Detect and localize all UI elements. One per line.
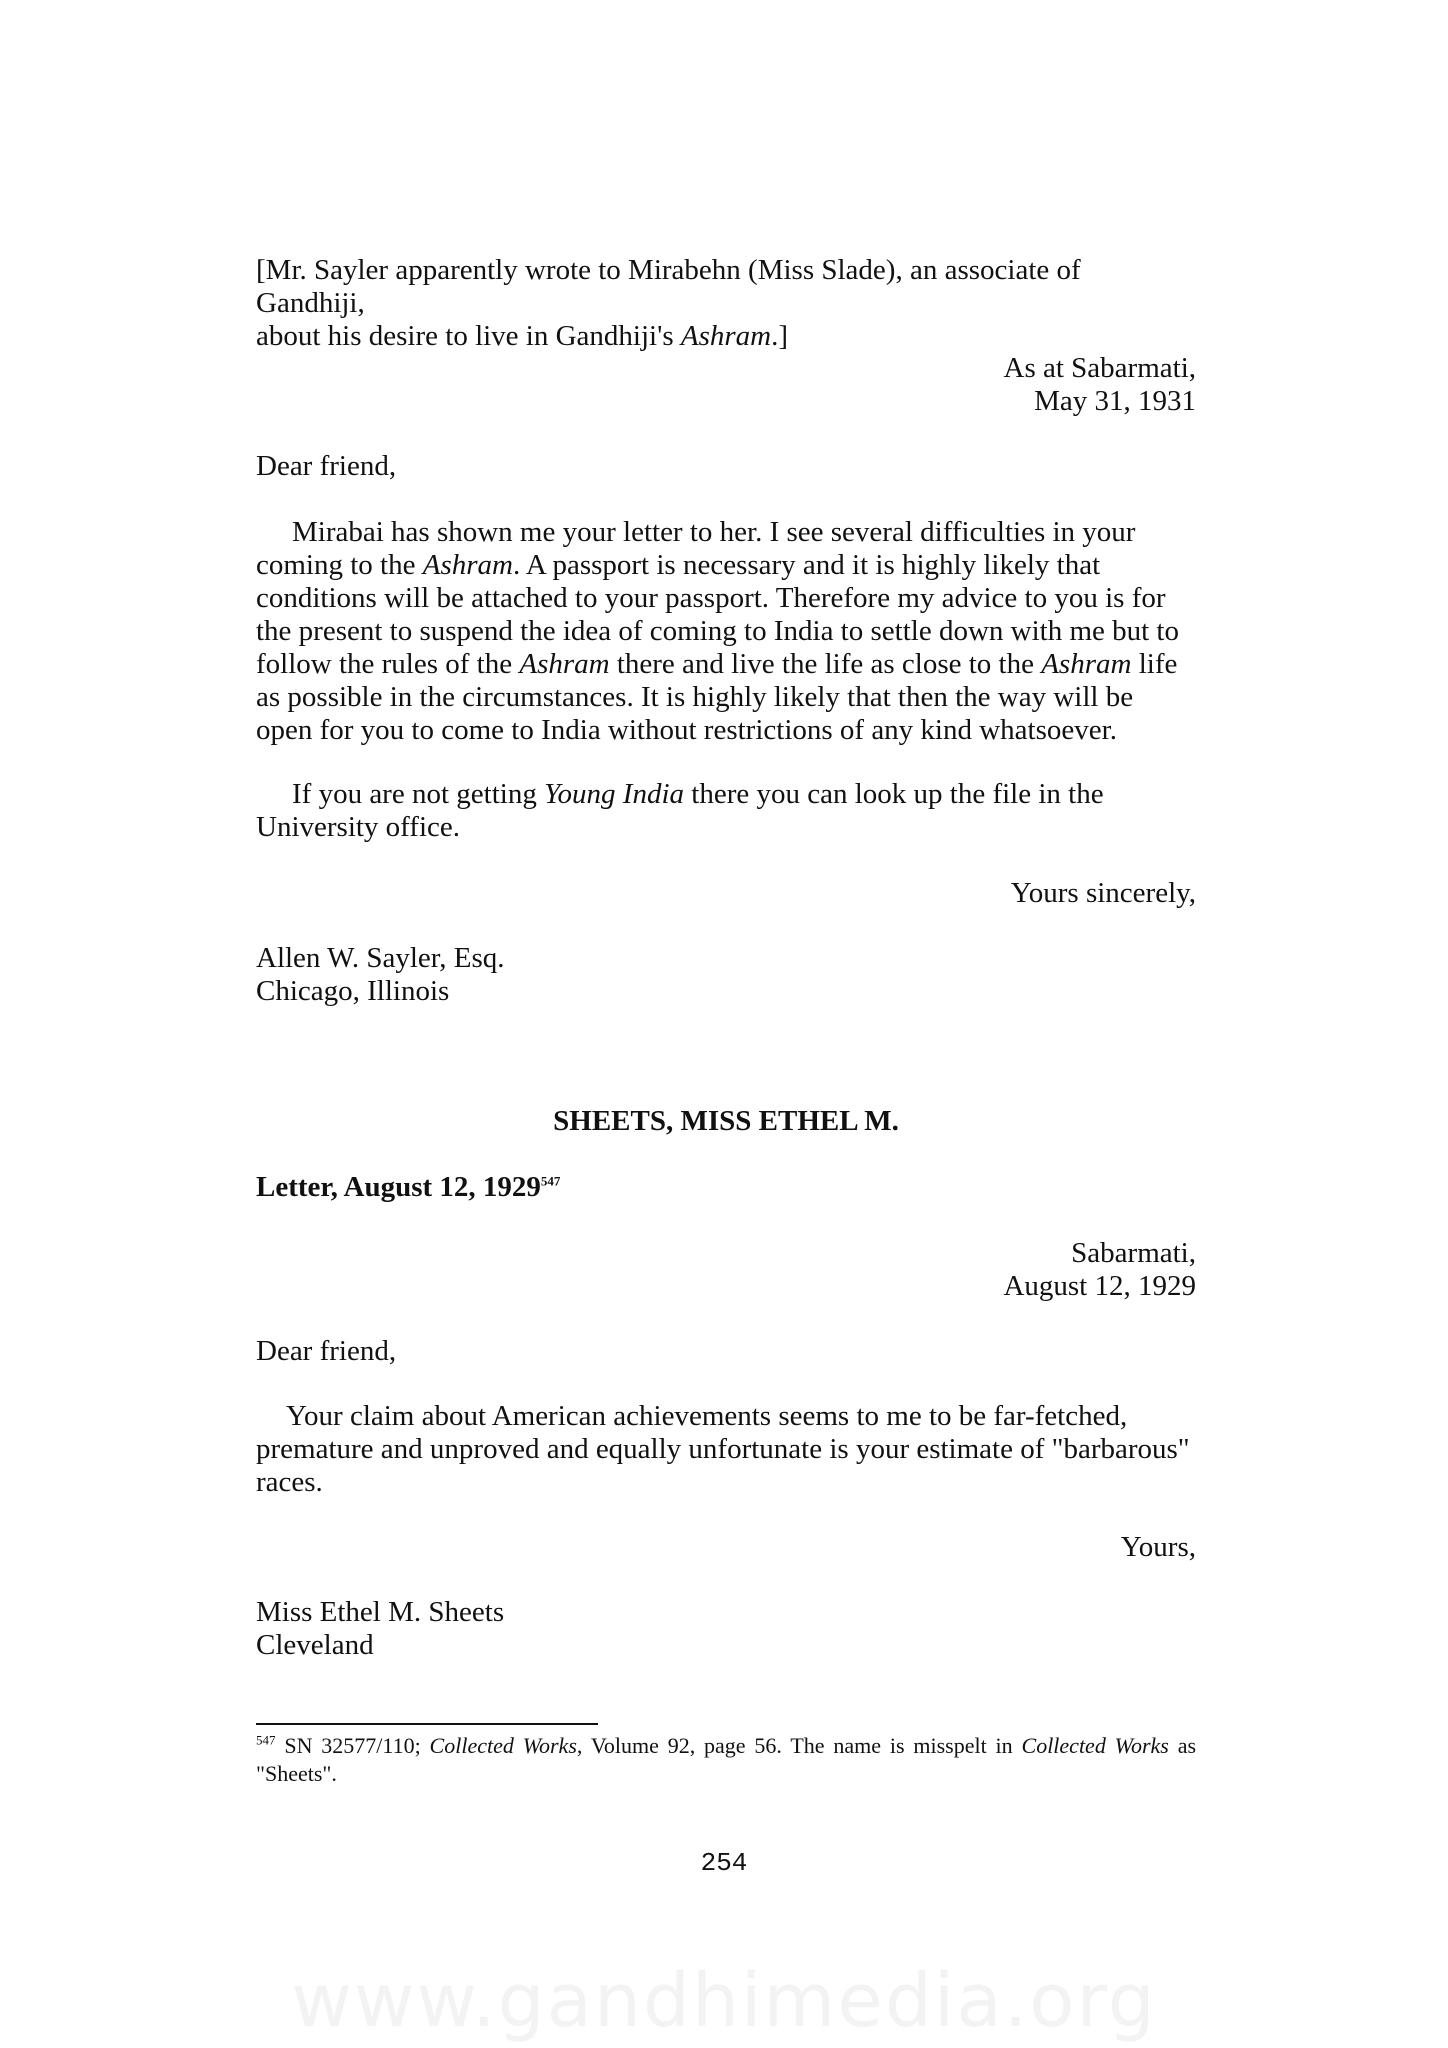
letter1-recipient: [256, 942, 1196, 1008]
recipient-name: Allen W. Sayler, Esq.: [256, 942, 505, 974]
letter1-paragraph-2: If you are not getting Young India there you can look up the file in the University office.: [256, 778, 1104, 843]
footnote-reference: 547: [540, 1173, 561, 1189]
recipient-place: Chicago, Illinois: [256, 975, 450, 1007]
letter2-place: Sabarmati,: [1071, 1237, 1196, 1269]
recipient-place: Cleveland: [256, 1629, 374, 1661]
recipient-name: Miss Ethel M. Sheets: [256, 1596, 505, 1628]
watermark: www.gandhimedia.org: [291, 1958, 1157, 2044]
letter2-salutation: Dear friend,: [256, 1335, 397, 1367]
letter1-date: May 31, 1931: [1034, 385, 1196, 417]
page-number: 254: [700, 1848, 748, 1878]
letter1-place: As at Sabarmati,: [1003, 352, 1196, 384]
editorial-note: [Mr. Sayler apparently wrote to Mirabehn (Miss Slade), an associate of Gandhiji, about his desire to live in Gandhiji's Ashram.]: [256, 254, 1081, 352]
letter2-place-date: [256, 1237, 1196, 1303]
letter2-subheading: Letter, August 12, 1929$^{547}$: [256, 1171, 561, 1203]
letter2-paragraph-1: Your claim about American achievements seems to me to be far-fetched, premature and unproved and equally unfortunate is your estimate of "barbarous" races.: [256, 1400, 1190, 1498]
letter1-salutation: Dear friend,: [256, 450, 397, 482]
letter1-closing: Yours sincerely,: [1010, 877, 1196, 909]
letter2-recipient: [256, 1596, 1196, 1662]
letter2-date: August 12, 1929: [1003, 1270, 1196, 1302]
footnote: $^{547}$ SN 32577/110; Collected Works, Volume 92, page 56. The name is misspelt in Collected Works as "Sheets".: [256, 1732, 1197, 1786]
letter2-closing: Yours,: [1120, 1531, 1196, 1563]
footnote-number: 547: [256, 1732, 276, 1748]
letter1-place-date: [256, 352, 1196, 418]
footnote-divider: [256, 1723, 598, 1725]
section-heading: SHEETS, MISS ETHEL M.: [553, 1105, 899, 1137]
letter1-paragraph-1: Mirabai has shown me your letter to her. I see several difficulties in your coming to the Ashram. A passport is necessary and it is highly likely that conditions will be attached to your passport. Therefore my advice to you is for the present to suspend the idea of coming to India to settle down with me but to follow the rules of the Ashram there and live the life as close to the Ashram life as possible in the circumstances. It is highly likely that then the way will be open for you to come to India without restrictions of any kind whatsoever.: [256, 516, 1179, 746]
